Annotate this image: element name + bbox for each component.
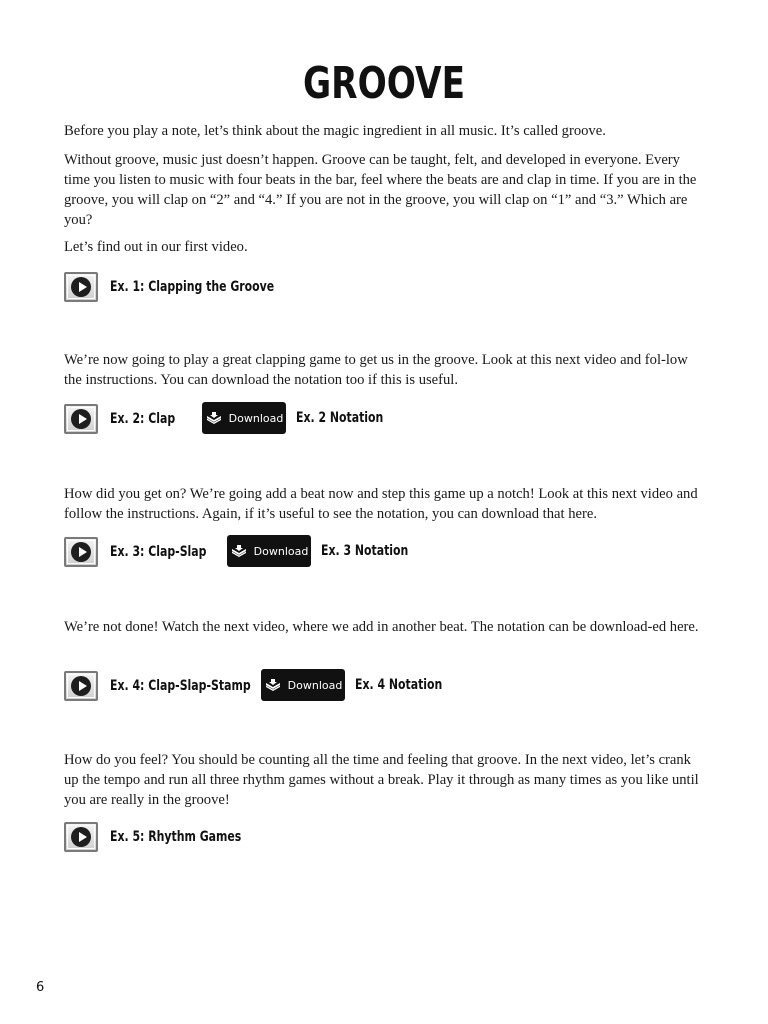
example-3-notation-label[interactable]: Ex. 3 Notation xyxy=(321,543,409,559)
example-4-notation-label[interactable]: Ex. 4 Notation xyxy=(355,677,443,693)
example-5-row xyxy=(64,820,278,854)
play-circle-icon xyxy=(71,827,91,847)
page-number: 6 xyxy=(36,980,45,995)
play-circle-icon xyxy=(71,409,91,429)
example-1-row xyxy=(64,270,321,304)
play-circle-icon xyxy=(71,277,91,297)
example-4-row xyxy=(64,669,704,703)
download-label: Download xyxy=(287,678,343,692)
paragraph-tempo: How do you feel? You should be counting all the time and feeling that groove. In the next video, let’s crank up the tempo and run all three rhythm games without a break. Play it through as many times as you like until you are really in the groove! xyxy=(64,752,699,808)
play-icon[interactable] xyxy=(64,671,98,701)
download-button[interactable] xyxy=(227,535,311,567)
example-2-row xyxy=(64,402,704,436)
download-label: Download xyxy=(228,411,284,425)
download-icon xyxy=(205,412,223,424)
paragraph-clap-game: We’re now going to play a great clapping game to get us in the groove. Look at this next video and fol-low the instructions. You can download the notation too if this is useful. xyxy=(64,352,688,388)
play-icon[interactable] xyxy=(64,822,98,852)
example-3-label[interactable]: Ex. 3: Clap-Slap xyxy=(110,544,207,560)
example-1-label[interactable]: Ex. 1: Clapping the Groove xyxy=(110,279,275,295)
download-icon xyxy=(264,679,282,691)
play-circle-icon xyxy=(71,542,91,562)
example-5-label[interactable]: Ex. 5: Rhythm Games xyxy=(110,829,242,845)
paragraph-intro: Before you play a note, let’s think about the magic ingredient in all music. It’s called groove. xyxy=(64,123,606,139)
page-title: GROOVE xyxy=(302,58,466,109)
paragraph-first-video: Let’s find out in our first video. xyxy=(64,239,248,255)
play-icon[interactable] xyxy=(64,404,98,434)
download-button[interactable] xyxy=(261,669,345,701)
download-icon xyxy=(230,545,248,557)
play-circle-icon xyxy=(71,676,91,696)
download-label: Download xyxy=(253,544,309,558)
example-4-label[interactable]: Ex. 4: Clap-Slap-Stamp xyxy=(110,678,251,694)
download-button[interactable] xyxy=(202,402,286,434)
play-icon[interactable] xyxy=(64,272,98,302)
paragraph-add-beat: How did you get on? We’re going add a beat now and step this game up a notch! Look at this next video and follow the instructions. Again, if it’s useful to see the notation, you can download that here. xyxy=(64,486,698,522)
example-2-label[interactable]: Ex. 2: Clap xyxy=(110,411,176,427)
example-3-row xyxy=(64,535,704,569)
example-2-notation-label[interactable]: Ex. 2 Notation xyxy=(296,410,384,426)
paragraph-not-done: We’re not done! Watch the next video, where we add in another beat. The notation can be download-ed here. xyxy=(64,619,699,635)
play-icon[interactable] xyxy=(64,537,98,567)
paragraph-groove-explanation: Without groove, music just doesn’t happen. Groove can be taught, felt, and developed in everyone. Every time you listen to music with four beats in the bar, feel where the beats are and clap in time. If you are in the groove, you will clap on “2” and “4.” If you are not in the groove, you will clap on “1” and “3.” Which are you? xyxy=(64,152,697,228)
